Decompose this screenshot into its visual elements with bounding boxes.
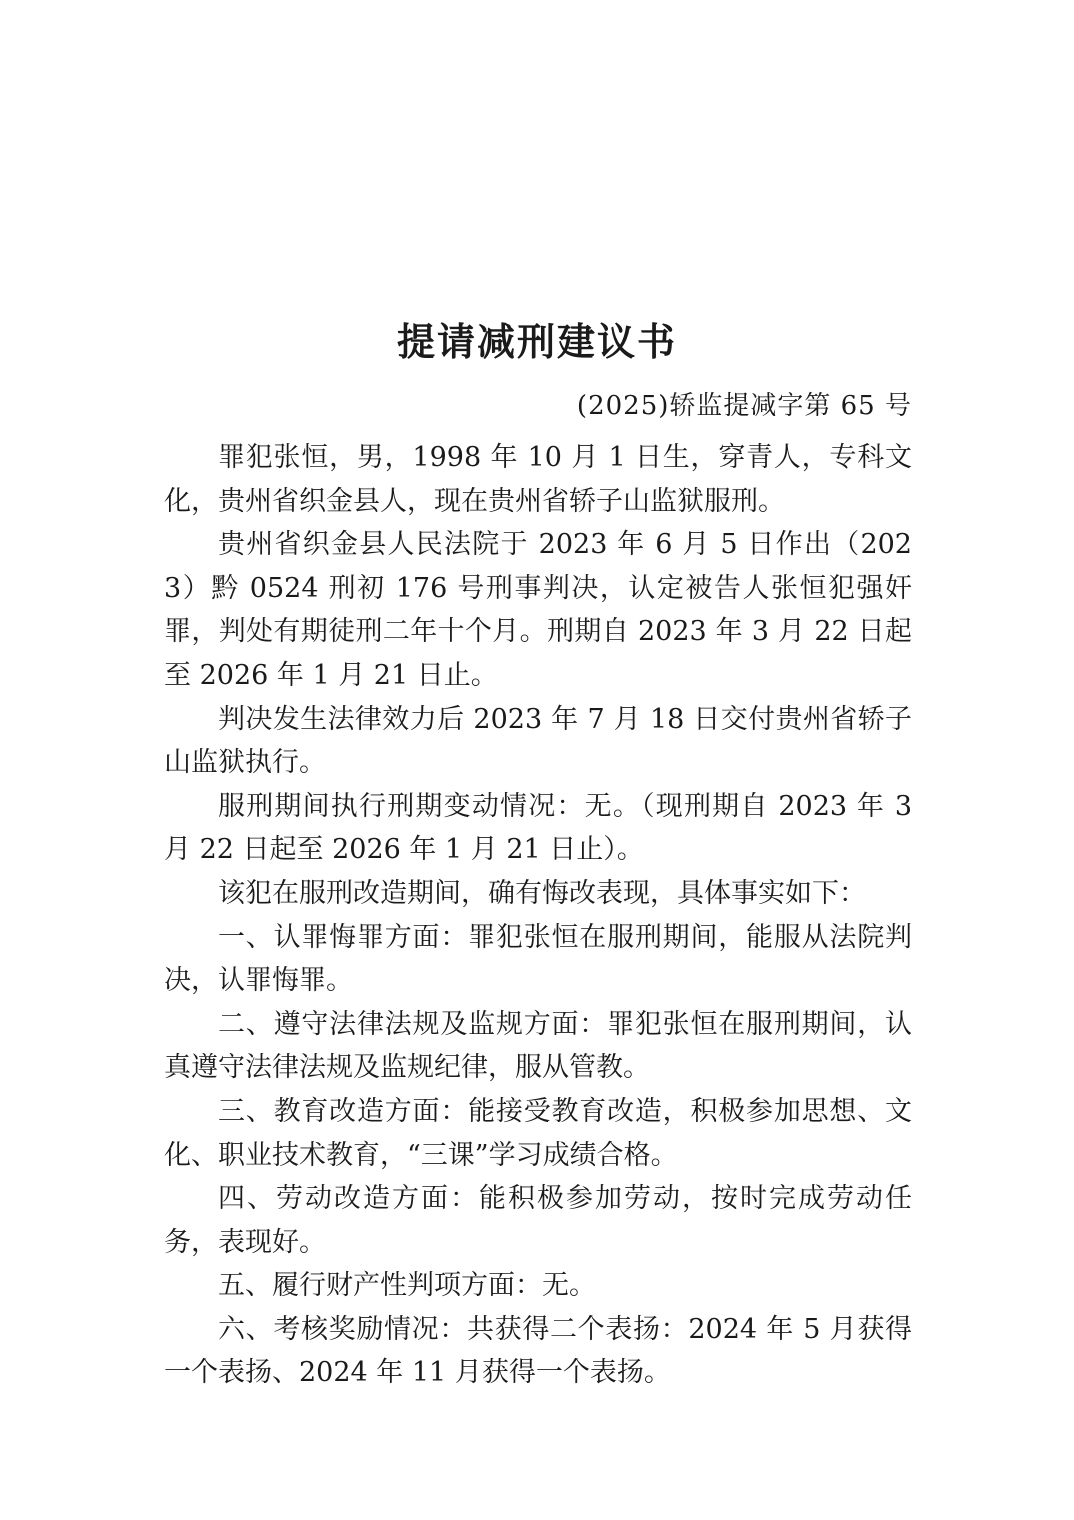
document-title: 提请减刑建议书 — [396, 319, 677, 364]
paragraph-labor: 四、劳动改造方面：能积极参加劳动，按时完成劳动任务，表现好。 — [164, 1183, 912, 1258]
paragraph-repentance-intro: 该犯在服刑改造期间，确有悔改表现，具体事实如下： — [218, 877, 866, 909]
paragraph-law-compliance: 二、遵守法律法规及监规方面：罪犯张恒在服刑期间，认真遵守法律法规及监规纪律，服从管教。 — [164, 1008, 912, 1084]
paragraph-rewards: 六、考核奖励情况：共获得二个表扬：2024 年 5 月获得一个表扬、2024 年 11 月获得一个表扬。 — [164, 1313, 912, 1389]
paragraph-property: 五、履行财产性判项方面：无。 — [218, 1270, 596, 1302]
paragraph-judgment: 贵州省织金县人民法院于 2023 年 6 月 5 日作出（2023）黔 0524 刑初 176 号刑事判决，认定被告人张恒犯强奸罪，判处有期徒刑二年十个月。刑期自 2023 年 3 月 22 日起至 2026 年 1 月 21 日止。 — [164, 529, 912, 691]
document-number: (2025)轿监提减字第 65 号 — [576, 391, 912, 421]
paragraph-education: 三、教育改造方面：能接受教育改造，积极参加思想、文化、职业技术教育，“三课”学习成绩合格。 — [164, 1095, 912, 1171]
paragraph-personal-info: 罪犯张恒，男，1998 年 10 月 1 日生，穿青人，专科文化，贵州省织金县人，现在贵州省轿子山监狱服刑。 — [164, 442, 912, 517]
document-body — [164, 436, 912, 1395]
paragraph-confession: 一、认罪悔罪方面：罪犯张恒在服刑期间，能服从法院判决，认罪悔罪。 — [164, 921, 912, 997]
paragraph-delivery: 判决发生法律效力后 2023 年 7 月 18 日交付贵州省轿子山监狱执行。 — [164, 703, 912, 779]
paragraph-sentence-changes: 服刑期间执行刑期变动情况：无。（现刑期自 2023 年 3 月 22 日起至 2026 年 1 月 21 日止）。 — [164, 790, 912, 866]
